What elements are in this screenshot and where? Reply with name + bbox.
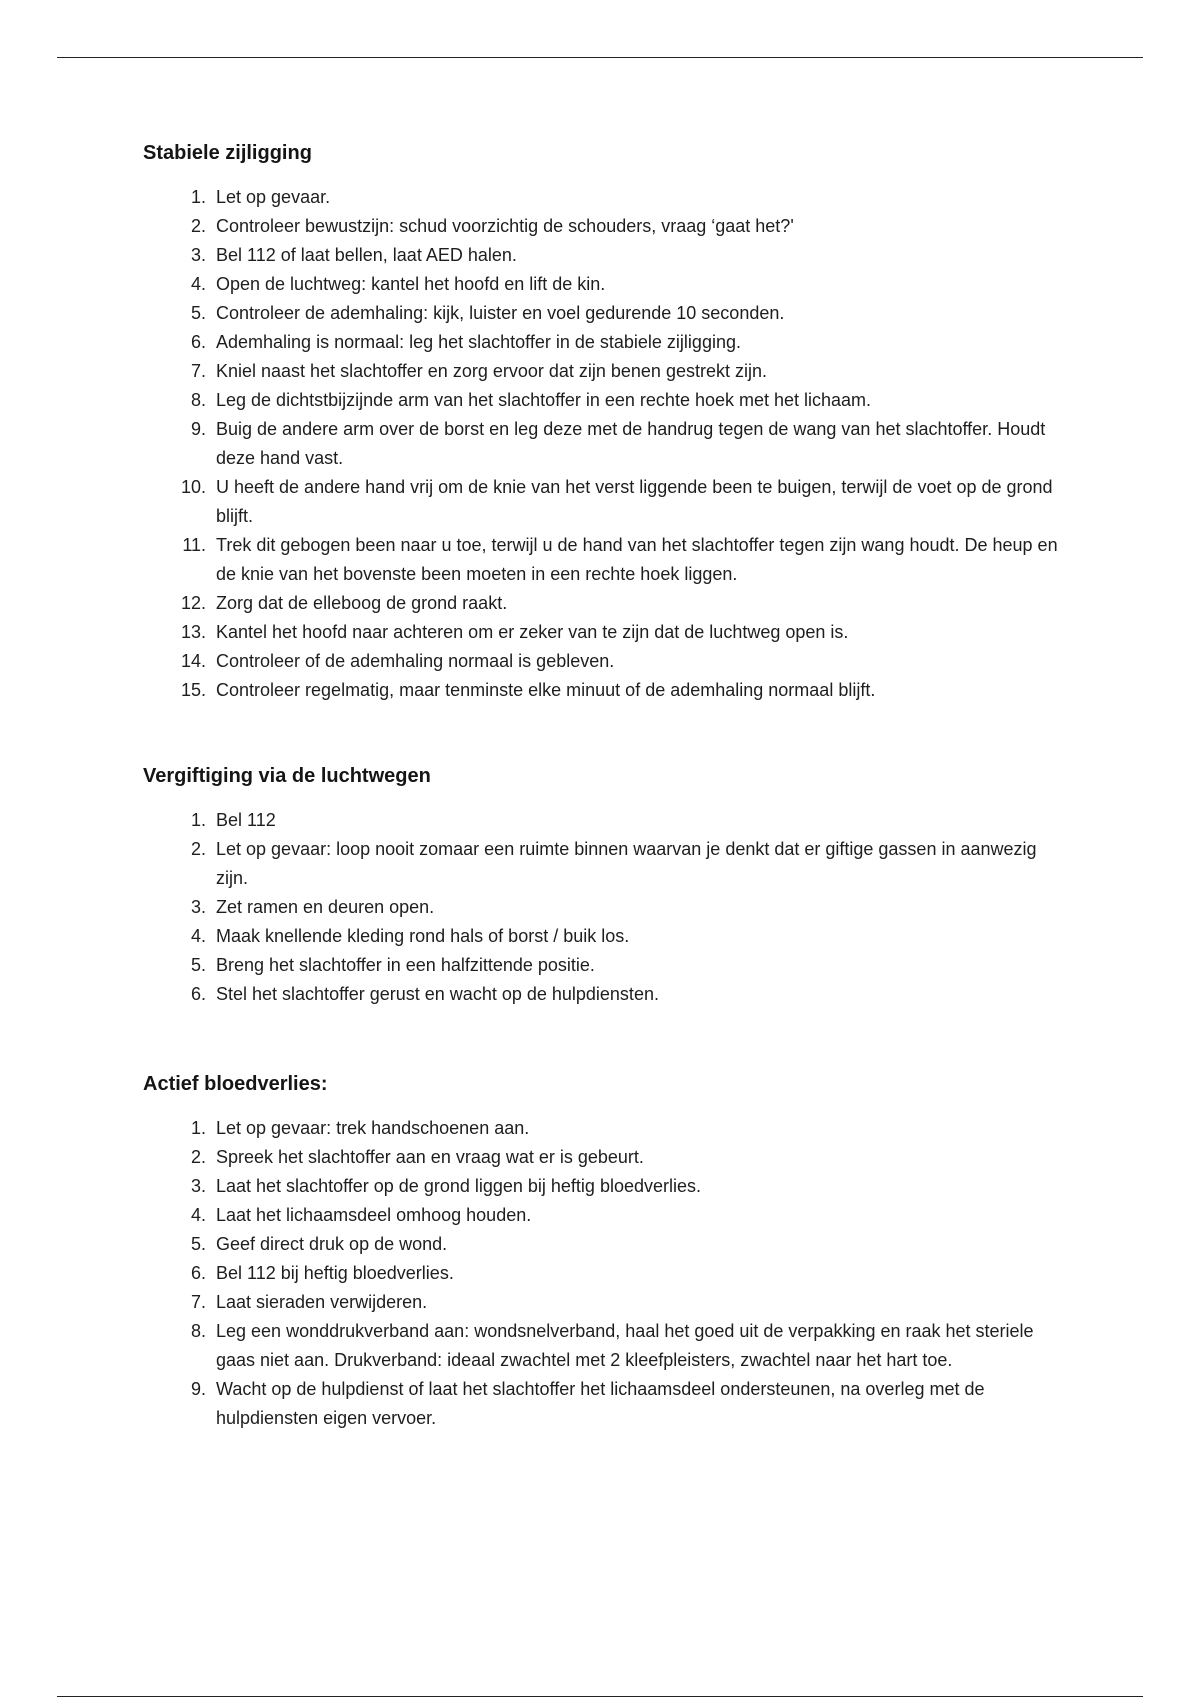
section-title: Actief bloedverlies: xyxy=(143,1073,328,1095)
item-number: 1. xyxy=(190,187,206,207)
item-number: 15. xyxy=(180,680,206,700)
item-number: 2. xyxy=(190,839,206,859)
item-number: 4. xyxy=(190,926,206,946)
item-number: 7. xyxy=(190,1292,206,1312)
item-number: 12. xyxy=(180,593,206,613)
item-number: 13. xyxy=(180,622,206,642)
list-item xyxy=(143,415,1063,473)
section-vergiftiging xyxy=(143,763,1063,1009)
numbered-list xyxy=(143,183,1063,705)
footer-rule xyxy=(57,1696,1143,1697)
list-item xyxy=(143,951,1063,980)
item-text: Geef direct druk op de wond. xyxy=(216,1234,448,1254)
item-text: Trek dit gebogen been naar u toe, terwijl u de hand van het slachtoffer tegen zijn wang houdt. De heup en de knie van het bovenste been moeten in een rechte hoek liggen. xyxy=(216,535,1058,584)
list-item xyxy=(143,270,1063,299)
list-item xyxy=(143,1375,1063,1433)
list-item xyxy=(143,806,1063,835)
list-item xyxy=(143,1317,1063,1375)
item-text: Zet ramen en deuren open. xyxy=(216,897,435,917)
list-item xyxy=(143,676,1063,705)
item-number: 10. xyxy=(180,477,206,497)
list-item xyxy=(143,357,1063,386)
item-text: Controleer bewustzijn: schud voorzichtig de schouders, vraag ‘gaat het?' xyxy=(216,216,794,236)
item-text: Laat het lichaamsdeel omhoog houden. xyxy=(216,1205,532,1225)
item-number: 5. xyxy=(190,303,206,323)
item-text: Spreek het slachtoffer aan en vraag wat er is gebeurt. xyxy=(216,1147,644,1167)
section-title: Vergiftiging via de luchtwegen xyxy=(143,765,431,787)
list-item xyxy=(143,1259,1063,1288)
item-text: Let op gevaar: trek handschoenen aan. xyxy=(216,1118,530,1138)
item-text: Wacht op de hulpdienst of laat het slachtoffer het lichaamsdeel ondersteunen, na overleg met de hulpdiensten eigen vervoer. xyxy=(216,1379,985,1428)
item-text: Ademhaling is normaal: leg het slachtoffer in de stabiele zijligging. xyxy=(216,332,741,352)
item-number: 1. xyxy=(190,810,206,830)
item-number: 4. xyxy=(190,1205,206,1225)
list-item xyxy=(143,1143,1063,1172)
item-number: 6. xyxy=(190,1263,206,1283)
list-item xyxy=(143,183,1063,212)
item-text: Kniel naast het slachtoffer en zorg ervoor dat zijn benen gestrekt zijn. xyxy=(216,361,767,381)
numbered-list xyxy=(143,806,1063,1009)
item-text: Laat het slachtoffer op de grond liggen bij heftig bloedverlies. xyxy=(216,1176,701,1196)
list-item xyxy=(143,531,1063,589)
section-stabiele-zijligging xyxy=(143,140,1063,705)
list-item xyxy=(143,835,1063,893)
list-item xyxy=(143,922,1063,951)
list-item xyxy=(143,1288,1063,1317)
item-text: Maak knellende kleding rond hals of borst / buik los. xyxy=(216,926,630,946)
list-item xyxy=(143,1201,1063,1230)
item-text: Controleer de ademhaling: kijk, luister en voel gedurende 10 seconden. xyxy=(216,303,785,323)
item-number: 14. xyxy=(180,651,206,671)
item-number: 9. xyxy=(190,419,206,439)
list-item xyxy=(143,212,1063,241)
item-text: Leg de dichtstbijzijnde arm van het slachtoffer in een rechte hoek met het lichaam. xyxy=(216,390,872,410)
item-number: 2. xyxy=(190,1147,206,1167)
header-rule xyxy=(57,57,1143,58)
list-item xyxy=(143,386,1063,415)
item-text: U heeft de andere hand vrij om de knie van het verst liggende been te buigen, terwijl de voet op de grond blijft. xyxy=(216,477,1053,526)
item-text: Let op gevaar: loop nooit zomaar een ruimte binnen waarvan je denkt dat er giftige gassen in aanwezig zijn. xyxy=(216,839,1037,888)
list-item xyxy=(143,241,1063,270)
item-number: 3. xyxy=(190,1176,206,1196)
list-item xyxy=(143,1172,1063,1201)
item-number: 5. xyxy=(190,1234,206,1254)
item-number: 8. xyxy=(190,1321,206,1341)
list-item xyxy=(143,589,1063,618)
item-text: Buig de andere arm over de borst en leg deze met de handrug tegen de wang van het slachtoffer. Houdt deze hand vast. xyxy=(216,419,1046,468)
list-item xyxy=(143,980,1063,1009)
list-item xyxy=(143,473,1063,531)
item-number: 11. xyxy=(182,535,206,555)
item-text: Controleer of de ademhaling normaal is gebleven. xyxy=(216,651,615,671)
list-item xyxy=(143,328,1063,357)
item-number: 7. xyxy=(190,361,206,381)
section-actief-bloedverlies xyxy=(143,1071,1063,1433)
item-text: Controleer regelmatig, maar tenminste elke minuut of de ademhaling normaal blijft. xyxy=(216,680,876,700)
list-item xyxy=(143,893,1063,922)
item-number: 3. xyxy=(190,245,206,265)
list-item xyxy=(143,1114,1063,1143)
item-text: Bel 112 xyxy=(216,810,276,830)
item-text: Stel het slachtoffer gerust en wacht op de hulpdiensten. xyxy=(216,984,659,1004)
item-text: Zorg dat de elleboog de grond raakt. xyxy=(216,593,508,613)
item-text: Kantel het hoofd naar achteren om er zeker van te zijn dat de luchtweg open is. xyxy=(216,622,849,642)
document-body xyxy=(143,140,1063,1433)
item-number: 5. xyxy=(190,955,206,975)
list-item xyxy=(143,618,1063,647)
item-number: 6. xyxy=(190,332,206,352)
item-text: Leg een wonddrukverband aan: wondsnelverband, haal het goed uit de verpakking en raak het steriele gaas niet aan. Drukverband: ideaal zwachtel met 2 kleefpleisters, zwachtel naar het hart toe. xyxy=(216,1321,1034,1370)
list-item xyxy=(143,1230,1063,1259)
item-number: 6. xyxy=(190,984,206,1004)
item-text: Bel 112 bij heftig bloedverlies. xyxy=(216,1263,454,1283)
section-title: Stabiele zijligging xyxy=(143,142,312,164)
item-number: 9. xyxy=(190,1379,206,1399)
item-text: Open de luchtweg: kantel het hoofd en lift de kin. xyxy=(216,274,606,294)
item-text: Bel 112 of laat bellen, laat AED halen. xyxy=(216,245,517,265)
item-text: Breng het slachtoffer in een halfzittende positie. xyxy=(216,955,595,975)
item-number: 3. xyxy=(190,897,206,917)
item-number: 2. xyxy=(190,216,206,236)
item-number: 4. xyxy=(190,274,206,294)
list-item xyxy=(143,647,1063,676)
item-text: Let op gevaar. xyxy=(216,187,331,207)
item-text: Laat sieraden verwijderen. xyxy=(216,1292,428,1312)
item-number: 1. xyxy=(190,1118,206,1138)
list-item xyxy=(143,299,1063,328)
item-number: 8. xyxy=(190,390,206,410)
numbered-list xyxy=(143,1114,1063,1433)
